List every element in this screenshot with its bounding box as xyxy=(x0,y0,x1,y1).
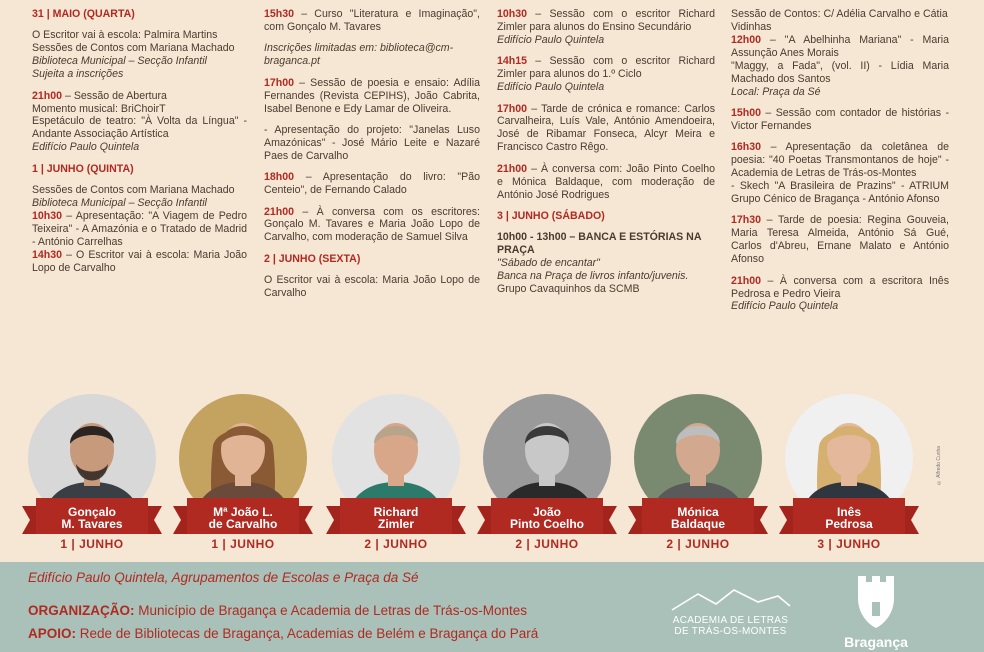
programme-entry xyxy=(264,8,480,34)
spacer xyxy=(264,197,480,206)
organization-text: Município de Bragança e Academia de Letras de Trás-os-Montes xyxy=(134,603,527,618)
day-heading xyxy=(497,210,715,223)
entry-time: 17h00 xyxy=(264,76,295,89)
author-name-line-2: Baldaque xyxy=(670,517,725,531)
academia-logo xyxy=(668,586,793,642)
braganca-logo-text: Bragança xyxy=(844,634,908,650)
programme-entry xyxy=(264,171,480,197)
programme-entry xyxy=(32,29,247,42)
author-name xyxy=(477,506,617,530)
spacer xyxy=(731,206,949,215)
programme-entry xyxy=(32,210,247,249)
entry-text: Edifício Paulo Quintela xyxy=(32,141,140,154)
entry-text: Inscrições limitadas em: biblioteca@cm-braganca.pt xyxy=(264,42,454,68)
entry-text: – Sessão de Abertura xyxy=(62,89,167,102)
programme-entry xyxy=(32,197,247,210)
author-name-line-1: Mónica xyxy=(677,505,719,519)
entry-text: – À conversa com os escritores: Gonçalo M. Tavares e Maria João Lopo de Carvalho, com moderação de Samuel Silva xyxy=(264,205,480,244)
author-photos xyxy=(0,392,984,560)
entry-text: – Sessão com o escritor Richard Zimler para alunos do 1.º Ciclo xyxy=(497,55,715,81)
entry-time: 18h00 xyxy=(264,171,295,184)
entry-time: 21h00 xyxy=(497,162,528,175)
spacer xyxy=(32,154,247,163)
entry-time: 10h30 xyxy=(497,8,528,20)
programme-column-4 xyxy=(731,8,949,313)
author-name-line-2: Pinto Coelho xyxy=(510,517,584,531)
entry-time: 15h30 xyxy=(264,8,295,20)
spacer xyxy=(264,115,480,124)
entry-text: Grupo Cavaquinhos da SCMB xyxy=(497,283,640,296)
entry-text: – Tarde de poesia: Regina Gouveia, Maria Teresa Almeida, António Sá Gué, Carlos d'Abreu, Ernane Malato e António Afonso xyxy=(731,214,949,266)
spacer xyxy=(264,34,480,43)
programme-entry xyxy=(731,275,949,301)
spacer xyxy=(32,176,247,185)
spacer xyxy=(497,94,715,103)
entry-text: 1 | JUNHO (QUINTA) xyxy=(32,162,134,175)
spacer xyxy=(731,133,949,142)
entry-text: Edifício Paulo Quintela xyxy=(497,81,605,94)
entry-text: "Sábado de encantar" xyxy=(497,257,600,270)
entry-time: 21h00 xyxy=(32,89,63,102)
entry-text: – "A Abelhinha Mariana" - Maria Assunção Anes Morais xyxy=(731,33,949,59)
programme-entry xyxy=(32,68,247,81)
entry-text: Biblioteca Municipal – Secção Infantil xyxy=(32,197,207,210)
spacer xyxy=(32,81,247,90)
programme-entry xyxy=(497,257,715,270)
organization-line xyxy=(28,603,527,618)
mountain-logo-icon xyxy=(668,586,793,616)
day-heading xyxy=(32,163,247,176)
entry-time: 21h00 xyxy=(731,274,762,287)
author-name-line-2: M. Tavares xyxy=(61,517,123,531)
entry-text: 2 | JUNHO (SEXTA) xyxy=(264,252,361,265)
entry-text: – O Escritor vai à escola: Maria João Lopo de Carvalho xyxy=(32,248,247,274)
author-date: 1 | JUNHO xyxy=(211,537,275,551)
entry-time: 16h30 xyxy=(731,141,762,154)
author-name-line-2: Zimler xyxy=(377,517,414,531)
entry-text: "Maggy, a Fada", (vol. II) - Lídia Maria Machado dos Santos xyxy=(731,59,949,85)
programme-entry xyxy=(497,283,715,296)
programme-entry xyxy=(497,270,715,283)
academia-line-2: DE TRÁS-OS-MONTES xyxy=(674,626,787,637)
programme-entry xyxy=(264,274,480,300)
programme-entry xyxy=(497,81,715,94)
entry-text: Sessões de Contos com Mariana Machado xyxy=(32,42,235,55)
entry-text: – À conversa com a escritora Inês Pedrosa e Pedro Vieira xyxy=(731,274,949,300)
author-name xyxy=(779,506,919,530)
programme-entry xyxy=(731,8,949,34)
organization-label: ORGANIZAÇÃO: xyxy=(28,603,135,618)
programme-entry xyxy=(731,34,949,60)
author-name-line-1: Mª João L. xyxy=(213,505,273,519)
programme-entry xyxy=(32,115,247,141)
author-name-line-1: João xyxy=(532,505,561,519)
entry-time: 14h30 xyxy=(32,248,63,261)
entry-time: 12h00 xyxy=(731,33,762,46)
author-name-line-1: Gonçalo xyxy=(67,505,116,519)
venues-text: Edifício Paulo Quintela, Agrupamentos de Escolas e Praça da Sé xyxy=(28,570,419,585)
programme-entry xyxy=(497,231,715,257)
entry-text: – À conversa com: João Pinto Coelho e Mónica Baldaque, com moderação de António José Rodrigues xyxy=(497,162,715,201)
entry-text: - Apresentação do projeto: "Janelas Luso Amazónicas" - José Mário Leite e Nazaré Paes de Carvalho xyxy=(264,123,480,162)
academia-line-1: ACADEMIA DE LETRAS xyxy=(672,615,789,626)
programme-entry xyxy=(731,214,949,266)
programme-entry xyxy=(264,124,480,163)
programme-column-3 xyxy=(497,8,715,296)
entry-text: Sessão de Contos: C/ Adélia Carvalho e Cátia Vidinhas xyxy=(731,8,948,33)
programme-entry xyxy=(264,42,480,68)
programme-entry xyxy=(731,86,949,99)
author-name-line-1: Inês xyxy=(836,505,861,519)
author-name xyxy=(326,506,466,530)
programme-entry xyxy=(32,103,247,116)
author-name-line-2: de Carvalho xyxy=(208,517,278,531)
author-card xyxy=(779,392,919,560)
programme-entry xyxy=(731,180,949,206)
author-date: 2 | JUNHO xyxy=(666,537,730,551)
spacer xyxy=(731,98,949,107)
entry-text: Momento musical: BriChoirT xyxy=(32,102,166,115)
programme-entry xyxy=(497,8,715,34)
author-card xyxy=(173,392,313,560)
programme-entry xyxy=(731,141,949,180)
author-date: 1 | JUNHO xyxy=(60,537,124,551)
entry-text: – Tarde de crónica e romance: Carlos Carvalheira, Luís Vale, António Amendoeira, José de Ribamar Fonseca, Alcyr Meira e Francisco Castro Rêgo. xyxy=(497,102,715,154)
entry-text: Sessões de Contos com Mariana Machado xyxy=(32,184,235,197)
programme-entry xyxy=(731,300,949,313)
entry-time: 10h30 xyxy=(32,209,63,222)
programme-entry xyxy=(32,184,247,197)
entry-text: Edifício Paulo Quintela xyxy=(731,300,839,313)
author-name xyxy=(22,506,162,530)
programme-entry xyxy=(32,141,247,154)
programme-entry xyxy=(32,249,247,275)
support-label: APOIO: xyxy=(28,626,77,641)
spacer xyxy=(264,244,480,253)
entry-time: 14h15 xyxy=(497,55,528,68)
entry-text: – Sessão com contador de histórias - Victor Fernandes xyxy=(731,106,949,132)
spacer xyxy=(497,154,715,163)
author-card xyxy=(326,392,466,560)
author-card xyxy=(22,392,162,560)
entry-text: Banca na Praça de livros infanto/juvenis. xyxy=(497,270,689,283)
author-date: 3 | JUNHO xyxy=(817,537,881,551)
author-date: 2 | JUNHO xyxy=(515,537,579,551)
programme-entry xyxy=(264,206,480,245)
entry-time: 17h00 xyxy=(497,102,528,115)
programme-column-2 xyxy=(264,8,480,300)
braganca-logo xyxy=(836,572,916,652)
programme-entry xyxy=(497,103,715,155)
author-name xyxy=(628,506,768,530)
entry-text: – Sessão com o escritor Richard Zimler para alunos do Ensino Secundário xyxy=(497,8,715,33)
entry-text: – Apresentação: "A Viagem de Pedro Teixeira" - A Amazónia e o Tratado de Madrid - António Carrelhas xyxy=(32,209,247,248)
spacer xyxy=(264,163,480,172)
entry-text: Sujeita a inscrições xyxy=(32,68,124,81)
academia-logo-text xyxy=(668,615,793,637)
programme-entry xyxy=(32,90,247,103)
programme-entry xyxy=(731,107,949,133)
entry-text: - Skech "A Brasileira de Prazins" - ATRIUM Grupo Cénico de Bragança - António Afonso xyxy=(731,180,949,205)
entry-text: Espetáculo de teatro: "À Volta da Língua" - Andante Associação Artística xyxy=(32,115,247,141)
programme-entry xyxy=(497,163,715,202)
support-text: Rede de Bibliotecas de Bragança, Academias de Belém e Bragança do Pará xyxy=(76,626,539,641)
entry-text: O Escritor vai à escola: Palmira Martins xyxy=(32,29,218,42)
programme-entry xyxy=(264,77,480,116)
spacer xyxy=(264,266,480,275)
spacer xyxy=(497,201,715,210)
entry-text: Edifício Paulo Quintela xyxy=(497,33,605,46)
entry-text: 3 | JUNHO (SÁBADO) xyxy=(497,209,605,222)
programme-column-1 xyxy=(32,8,247,275)
entry-text: – Curso "Literatura e Imaginação", com Gonçalo M. Tavares xyxy=(264,8,480,33)
programme-entry xyxy=(497,55,715,81)
entry-text: Local: Praça da Sé xyxy=(731,85,821,98)
spacer xyxy=(497,47,715,56)
entry-text: 31 | MAIO (QUARTA) xyxy=(32,8,135,20)
day-heading xyxy=(264,253,480,266)
entry-text: Biblioteca Municipal – Secção Infantil xyxy=(32,55,207,68)
programme-entry xyxy=(731,60,949,86)
author-card xyxy=(628,392,768,560)
entry-time: 17h30 xyxy=(731,214,762,227)
day-heading xyxy=(32,8,247,21)
author-card xyxy=(477,392,617,560)
entry-text: – Apresentação do livro: "Pão Centeio", de Fernando Calado xyxy=(264,171,480,197)
author-name xyxy=(173,506,313,530)
venues-line xyxy=(28,570,418,585)
support-line xyxy=(28,626,538,641)
spacer xyxy=(264,68,480,77)
programme-entry xyxy=(497,34,715,47)
entry-text: O Escritor vai à escola: Maria João Lopo de Carvalho xyxy=(264,274,480,300)
author-name-line-1: Richard xyxy=(373,505,419,519)
entry-text: – Sessão de poesia e ensaio: Adília Fernandes (Revista CEPIHS), João Cabrita, Isabel Benone e Edy Lamar de Oliveira. xyxy=(264,76,480,115)
spacer xyxy=(32,21,247,30)
programme-entry xyxy=(32,55,247,68)
entry-text: 10h00 - 13h00 – BANCA E ESTÓRIAS NA PRAÇA xyxy=(497,231,702,257)
author-date: 2 | JUNHO xyxy=(364,537,428,551)
author-name-line-2: Pedrosa xyxy=(825,517,873,531)
spacer xyxy=(731,266,949,275)
entry-time: 15h00 xyxy=(731,106,762,119)
entry-text: – Apresentação da coletânea de poesia: "40 Poetas Transmontanos de hoje" - Academia de Letras de Trás-os-Montes xyxy=(731,141,949,180)
entry-time: 21h00 xyxy=(264,205,295,218)
programme-entry xyxy=(32,42,247,55)
photo-credit: © Alfredo Cunha xyxy=(936,445,942,485)
castle-tower-icon xyxy=(836,572,916,632)
